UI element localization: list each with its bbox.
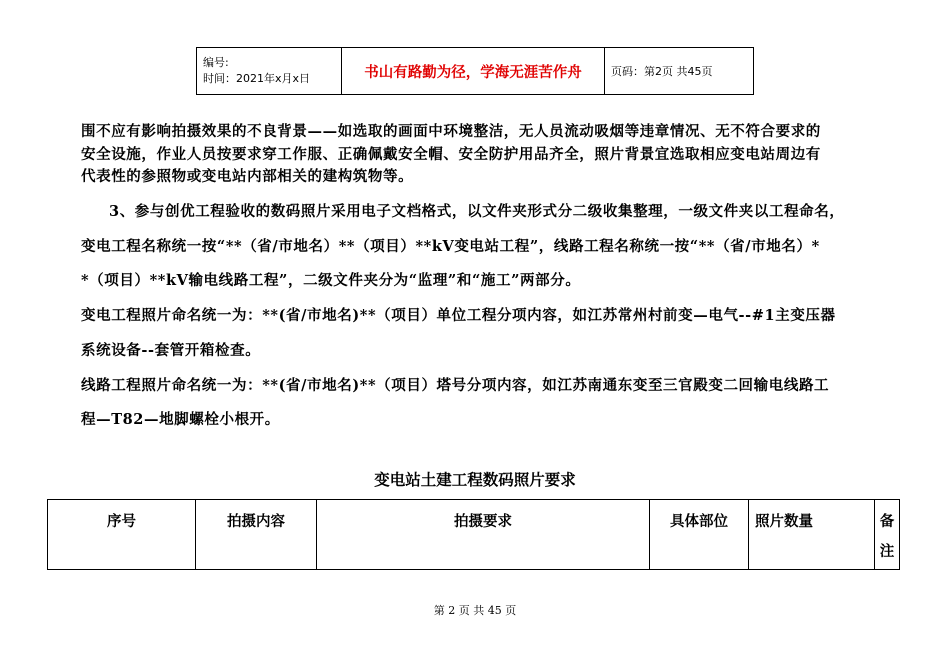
paragraph-line: 变电工程照片命名统一为：**(省/市地名)**（项目）单位工程分项内容，如江苏常州村前变—电气--#1主变压器 xyxy=(81,307,836,325)
time-label: 时间：2021年x月x日 xyxy=(203,72,311,85)
remark-char-1: 备 xyxy=(879,513,895,530)
paragraph-line: 变电工程名称统一按“**（省/市地名）**（项目）**kV变电站工程”，线路工程名称统一按“**（省/市地名）* xyxy=(81,237,820,255)
header-meta-cell xyxy=(197,48,342,95)
column-header-location: 具体部位 xyxy=(650,500,749,570)
paragraph-line: 程—T82—地脚螺栓小根开。 xyxy=(81,411,280,429)
page-footer: 第 2 页 共 45 页 xyxy=(433,604,517,617)
table-title: 变电站土建工程数码照片要求 xyxy=(374,471,576,489)
table-header-row xyxy=(48,500,900,570)
column-header-requirement: 拍摄要求 xyxy=(317,500,650,570)
column-header-remark xyxy=(875,500,900,570)
motto: 书山有路勤为径，学海无涯苦作舟 xyxy=(342,48,605,95)
requirements-table xyxy=(47,499,900,570)
paragraph-line: *（项目）**kV输电线路工程”，二级文件夹分为“监理”和“施工”两部分。 xyxy=(81,272,581,290)
column-header-content: 拍摄内容 xyxy=(196,500,317,570)
paragraph-line: 3、参与创优工程验收的数码照片采用电子文档格式，以文件夹形式分二级收集整理，一级文件夹以工程命名， xyxy=(109,203,845,221)
column-header-index: 序号 xyxy=(48,500,196,570)
remark-char-2: 注 xyxy=(879,543,895,560)
page-label: 页码：第2页 共45页 xyxy=(605,48,754,95)
paragraph-line: 围不应有影响拍摄效果的不良背景——如选取的画面中环境整洁，无人员流动吸烟等违章情况、无不符合要求的 xyxy=(81,123,821,140)
column-header-quantity: 照片数量 xyxy=(749,500,875,570)
paragraph-line: 安全设施，作业人员按要求穿工作服、正确佩戴安全帽、安全防护用品齐全，照片背景宜选取相应变电站周边有 xyxy=(81,145,821,163)
paragraph-line: 线路工程照片命名统一为：**(省/市地名)**（项目）塔号分项内容，如江苏南通东变至三官殿变二回输电线路工 xyxy=(81,376,830,394)
number-label: 编号: xyxy=(203,56,229,69)
document-body xyxy=(81,121,901,432)
paragraph-line: 代表性的参照物或变电站内部相关的建构筑物等。 xyxy=(81,168,414,186)
paragraph-line: 系统设备--套管开箱检查。 xyxy=(81,341,261,359)
header-table xyxy=(196,47,754,95)
